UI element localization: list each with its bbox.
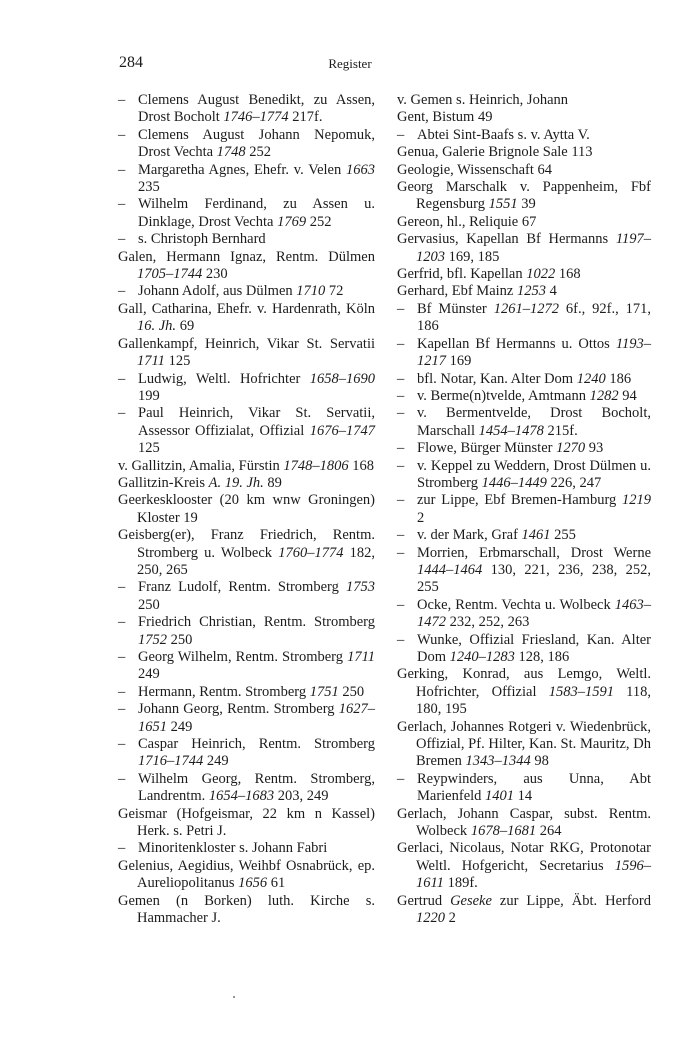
entry-date: A. 19. Jh. [208, 474, 264, 491]
entry-text: Gall, Catharina, Ehefr. v. Hardenrath, Köln [118, 300, 375, 317]
index-subentry [397, 492, 651, 527]
entry-date: 1676–1747 [309, 422, 375, 439]
index-subentry [397, 545, 651, 597]
subentry-dash: – [118, 370, 126, 387]
index-entry [397, 162, 651, 179]
subentry-dash: – [397, 405, 405, 422]
entry-text: 169, 185 [445, 248, 500, 265]
entry-date: 1654–1683 [208, 788, 275, 805]
index-subentry [397, 527, 651, 544]
index-entry [118, 458, 375, 475]
index-entry [397, 231, 651, 266]
entry-text: 249 [138, 666, 160, 683]
entry-text: Hermann, Rentm. Stromberg [138, 683, 310, 700]
entry-date: 1711 [137, 353, 165, 370]
entry-date: 1678–1681 [470, 823, 537, 840]
index-subentry [118, 771, 375, 806]
entry-text: 252 [245, 144, 272, 161]
subentry-dash: – [118, 579, 126, 596]
index-entry [397, 840, 651, 892]
subentry-dash: – [397, 370, 405, 387]
entry-text: Gerlaci, Nicolaus, Notar RKG, Protonotar Weltl. Hofgericht, Secretarius [397, 840, 651, 874]
index-entry [118, 858, 375, 893]
entry-text: Gerfrid, bfl. Kapellan [397, 266, 527, 283]
entry-text: Margaretha Agnes, Ehefr. v. Velen [138, 161, 346, 178]
index-subentry [397, 597, 651, 632]
index-entry [118, 527, 375, 579]
index-subentry [118, 127, 375, 162]
subentry-dash: – [397, 527, 405, 544]
index-subentry [397, 388, 651, 405]
entry-text: 94 [618, 387, 637, 404]
entry-text: Johann Adolf, aus Dülmen [138, 283, 297, 300]
entry-date: 1444–1464 [417, 561, 483, 578]
entry-date: 1220 [416, 910, 445, 927]
index-entry [118, 893, 375, 928]
entry-date: 1663 [346, 161, 375, 178]
entry-text: Geologie, Wissenschaft 64 [397, 161, 552, 178]
subentry-dash: – [397, 544, 405, 561]
index-entry [397, 266, 651, 283]
entry-text: Gerlach, Johann Caspar, subst. Rentm. Wolbeck [397, 805, 651, 840]
entry-date: 1270 [556, 440, 586, 457]
entry-text: 255 [550, 527, 576, 544]
entry-text: Abtei Sint-Baafs s. v. Aytta V. [417, 126, 590, 143]
entry-text: bfl. Notar, Kan. Alter Dom [417, 370, 577, 387]
index-subentry [397, 771, 651, 806]
entry-text: 189f. [443, 875, 478, 892]
subentry-dash: – [397, 335, 405, 352]
entry-text: s. Christoph Bernhard [138, 231, 266, 248]
entry-text: Galen, Hermann Ignaz, Rentm. Dülmen [118, 248, 375, 265]
entry-text: Gereon, hl., Reliquie 67 [397, 213, 537, 230]
entry-date: 1240 [576, 370, 606, 387]
index-subentry [118, 283, 375, 300]
entry-text: 2 [417, 509, 425, 526]
index-entry [118, 806, 375, 841]
subentry-dash: – [397, 300, 405, 317]
entry-text: Caspar Heinrich, Rentm. Stromberg [138, 736, 375, 753]
entry-text: 98 [530, 753, 549, 770]
entry-text: 250 [167, 631, 193, 648]
entry-date: 1022 [526, 266, 556, 283]
entry-date: 1748–1806 [283, 457, 349, 474]
subentry-dash: – [397, 387, 405, 404]
index-subentry [118, 231, 375, 248]
entry-date: 1716–1744 [138, 753, 204, 770]
entry-text: 250 [138, 596, 160, 613]
running-head: Register [328, 56, 372, 71]
entry-text: Franz Ludolf, Rentm. Stromberg [138, 579, 346, 596]
index-subentry [118, 371, 375, 406]
entry-text: Georg Wilhelm, Rentm. Stromberg [138, 649, 348, 665]
index-subentry [397, 440, 651, 457]
subentry-dash: – [118, 405, 126, 422]
entry-text: 235 [138, 179, 160, 196]
entry-text: Wilhelm Ferdinand, zu Assen u. Dinklage, Drost Vechta [138, 196, 375, 230]
index-entry [397, 893, 651, 928]
entry-text: 118, 180, 195 [416, 683, 651, 718]
index-entry [397, 666, 651, 718]
entry-text: Gallitzin-Kreis [118, 474, 209, 491]
entry-text: 215f. [543, 422, 578, 439]
index-column-right [397, 92, 651, 928]
subentry-dash: – [118, 196, 126, 213]
index-entry [397, 719, 651, 771]
entry-text: 249 [203, 753, 229, 770]
entry-text: Gelenius, Aegidius, Weihbf Osnabrück, ep. Aureliopolitanus [118, 857, 375, 892]
subentry-dash: – [118, 840, 126, 857]
index-column-left [118, 92, 375, 928]
entry-text: Genua, Galerie Brignole Sale 113 [397, 144, 593, 161]
subentry-dash: – [397, 596, 405, 613]
index-subentry [397, 405, 651, 440]
index-subentry [118, 736, 375, 771]
entry-text: 39 [517, 196, 536, 213]
entry-text: v. Bermentvelde, Drost Bocholt, Marschall [417, 405, 651, 439]
index-entry [397, 109, 651, 126]
entry-date: 1282 [589, 387, 619, 404]
entry-text: 264 [536, 823, 562, 840]
entry-date: 1193–1217 [417, 335, 651, 370]
subentry-dash: – [118, 92, 126, 108]
index-subentry [397, 127, 651, 144]
entry-date: 1343–1344 [465, 753, 531, 770]
entry-text: Gallenkampf, Heinrich, Vikar St. Servatii [118, 335, 375, 352]
entry-date: 1658–1690 [309, 370, 375, 387]
entry-text: 125 [164, 353, 191, 370]
subentry-dash: – [118, 701, 126, 718]
entry-text: v. Keppel zu Weddern, Drost Dülmen u. Stromberg [417, 457, 651, 491]
entry-text: Morrien, Erbmarschall, Drost Werne [417, 544, 651, 561]
entry-date: 1401 [485, 788, 515, 805]
entry-text: 230 [202, 266, 228, 283]
subentry-dash: – [397, 440, 405, 457]
index-subentry [118, 614, 375, 649]
entry-text: Gemen (n Borken) luth. Kirche s. Hammacher J. [118, 892, 375, 927]
entry-text: Clemens August Johann Nepomuk, Drost Vechta [138, 126, 375, 161]
entry-text: Flowe, Bürger Münster [417, 440, 557, 457]
entry-text: 226, 247 [546, 474, 602, 491]
entry-text: Geerkesklooster (20 km wnw Groningen) Kloster 19 [118, 492, 375, 526]
entry-text: 169 [446, 353, 472, 370]
index-entry [397, 214, 651, 231]
stray-mark [233, 996, 235, 998]
entry-text: 69 [176, 318, 195, 335]
entry-date: 16. Jh. [137, 318, 177, 335]
entry-text: v. Gemen s. Heinrich, Johann [397, 92, 569, 108]
entry-text: 250 [338, 683, 365, 700]
entry-text: 168 [348, 457, 375, 474]
entry-text: Johann Georg, Rentm. Stromberg [138, 701, 339, 718]
entry-text: Friedrich Christian, Rentm. Stromberg [138, 614, 375, 631]
index-entry [118, 301, 375, 336]
entry-text: Reypwinders, aus Unna, Abt Marienfeld [417, 770, 651, 805]
entry-text: v. Berme(n)tvelde, Amtmann [417, 387, 590, 404]
entry-text: 130, 221, 236, 238, 252, 255 [417, 561, 651, 596]
index-subentry [397, 458, 651, 493]
index-entry [397, 144, 651, 161]
entry-text: Geisberg(er), Franz Friedrich, Rentm. Stromberg u. Wolbeck [118, 527, 375, 561]
entry-text: 217f. [288, 109, 323, 126]
index-entry [397, 283, 651, 300]
entry-text: Minoritenkloster s. Johann Fabri [138, 840, 328, 857]
entry-text: Georg Marschalk v. Pappenheim, Fbf Regensburg [397, 179, 651, 213]
index-subentry [118, 840, 375, 857]
entry-date: 1748 [216, 144, 246, 161]
index-entry [397, 179, 651, 214]
entry-date: 1463–1472 [417, 596, 651, 631]
index-subentry [118, 701, 375, 736]
entry-date: 1710 [296, 283, 326, 300]
entry-text: 125 [138, 440, 160, 457]
entry-text: Gent, Bistum 49 [397, 109, 493, 126]
entry-text: zur Lippe, Ebf Bremen-Hamburg [417, 492, 622, 509]
entry-text: Wunke, Offizial Friesland, Kan. Alter Dom [417, 631, 651, 665]
subentry-dash: – [118, 770, 126, 787]
entry-text: zur Lippe, Äbt. Herford [491, 892, 652, 909]
index-subentry [118, 579, 375, 614]
entry-date: 1454–1478 [478, 422, 544, 439]
entry-date: 1197–1203 [416, 231, 651, 265]
entry-text: 89 [263, 474, 282, 491]
entry-date: 1261–1272 [493, 300, 559, 317]
entry-text: 203, 249 [274, 788, 329, 805]
index-subentry [397, 632, 651, 667]
entry-text: Clemens August Benedikt, zu Assen, Drost Bocholt [138, 92, 375, 126]
page-number: 284 [119, 54, 143, 71]
entry-date: 1746–1774 [223, 109, 289, 126]
entry-text: Gerhard, Ebf Mainz [397, 283, 517, 300]
entry-text: Geismar (Hofgeismar, 22 km n Kassel) Herk. s. Petri J. [118, 805, 375, 840]
entry-text: 4 [545, 283, 557, 300]
subentry-dash: – [118, 161, 126, 178]
index-subentry [118, 92, 375, 127]
index-entry [118, 336, 375, 371]
entry-text: 72 [325, 283, 344, 300]
index-subentry [397, 371, 651, 388]
entry-text: Wilhelm Georg, Rentm. Stromberg, Landrentm. [138, 770, 375, 805]
entry-text: Bf Münster [417, 300, 494, 317]
entry-date: 1446–1449 [481, 474, 547, 491]
entry-date: 1705–1744 [137, 266, 203, 283]
entry-text: 199 [138, 387, 160, 404]
entry-date: 1752 [138, 631, 167, 648]
subentry-dash: – [397, 126, 405, 143]
index-subentry [118, 405, 375, 457]
subentry-dash: – [118, 126, 126, 143]
entry-text: Kapellan Bf Hermanns u. Ottos [417, 335, 616, 352]
index-subentry [118, 196, 375, 231]
entry-text: v. Gallitzin, Amalia, Fürstin [118, 457, 284, 474]
entry-date: 1240–1283 [449, 649, 515, 665]
entry-text: 93 [585, 440, 604, 457]
subentry-dash: – [118, 614, 126, 631]
index-entry [118, 249, 375, 284]
subentry-dash: – [118, 649, 126, 665]
entry-date: Geseke [450, 892, 492, 909]
entry-text: Gervasius, Kapellan Bf Hermanns [397, 231, 616, 248]
entry-date: 1596–1611 [416, 857, 651, 892]
index-entry [118, 492, 375, 527]
subentry-dash: – [397, 457, 405, 474]
entry-date: 1711 [347, 649, 375, 665]
entry-date: 1253 [516, 283, 546, 300]
entry-text: Gertrud [397, 892, 451, 909]
entry-text: 252 [306, 213, 332, 230]
entry-text: 186 [605, 370, 632, 387]
index-subentry [397, 336, 651, 371]
entry-text: 2 [445, 910, 456, 927]
entry-date: 1583–1591 [548, 683, 614, 700]
entry-text: Ocke, Rentm. Vechta u. Wolbeck [417, 596, 615, 613]
entry-text: 14 [514, 788, 533, 805]
entry-text: v. der Mark, Graf [417, 527, 522, 544]
entry-date: 1760–1774 [278, 544, 344, 561]
index-subentry [118, 162, 375, 197]
entry-text: Gerlach, Johannes Rotgeri v. Wiedenbrück, Offizial, Pf. Hilter, Kan. St. Mauritz, Dh Bremen [397, 718, 651, 770]
entry-date: 1551 [488, 196, 518, 213]
entry-date: 1753 [346, 579, 375, 596]
entry-text: 182, 250, 265 [137, 544, 375, 578]
entry-text: 128, 186 [514, 649, 570, 665]
subentry-dash: – [118, 231, 126, 248]
index-subentry [118, 649, 375, 684]
entry-text: 249 [167, 718, 193, 735]
entry-date: 1751 [309, 683, 339, 700]
entry-date: 1219 [622, 492, 651, 509]
index-entry [118, 475, 375, 492]
entry-text: 232, 252, 263 [446, 614, 530, 631]
entry-text: 6f., 92f., 171, 186 [417, 300, 651, 335]
subentry-dash: – [118, 683, 126, 700]
index-entry [397, 806, 651, 841]
index-subentry [397, 301, 651, 336]
subentry-dash: – [397, 770, 405, 787]
subentry-dash: – [118, 736, 126, 753]
entry-date: 1656 [238, 875, 268, 892]
entry-date: 1769 [277, 213, 307, 230]
subentry-dash: – [397, 631, 405, 648]
entry-date: 1627–1651 [138, 701, 375, 735]
entry-text: Ludwig, Weltl. Hofrichter [138, 370, 310, 387]
entry-text: Paul Heinrich, Vikar St. Servatii, Assessor Offizialat, Offizial [138, 405, 375, 439]
index-entry [397, 92, 651, 109]
entry-text: 61 [267, 875, 286, 892]
subentry-dash: – [397, 492, 405, 509]
entry-date: 1461 [521, 527, 551, 544]
subentry-dash: – [118, 283, 126, 300]
entry-text: 168 [555, 266, 581, 283]
entry-text: Gerking, Konrad, aus Lemgo, Weltl. Hofrichter, Offizial [397, 666, 651, 700]
index-subentry [118, 684, 375, 701]
